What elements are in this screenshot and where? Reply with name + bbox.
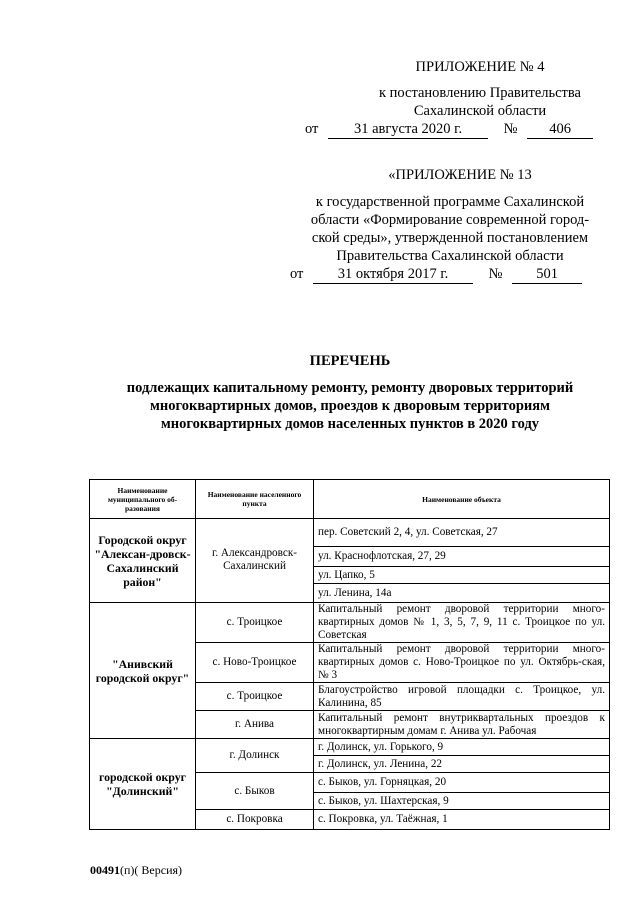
appendix2-number: 501 <box>512 265 582 284</box>
object-cell: с. Быков, ул. Шахтерская, 9 <box>314 793 610 810</box>
municipality-cell: "Анивский городской округ" <box>90 603 196 739</box>
appendix-date: 31 августа 2020 г. <box>328 120 488 139</box>
table-row <box>90 519 610 547</box>
appendix-number: 406 <box>527 120 593 139</box>
settlement-cell: г. Долинск <box>196 739 314 773</box>
object-cell: пер. Советский 2, 4, ул. Советская, 27 <box>314 519 610 547</box>
settlement-cell: с. Покровка <box>196 810 314 830</box>
object-cell: с. Покровка, ул. Таёжная, 1 <box>314 810 610 830</box>
object-cell: Благоустройство игровой площадки с. Троицкое, ул. Калинина, 85 <box>314 683 610 711</box>
appendix-line-2: Сахалинской области <box>413 103 547 119</box>
document-code: 00491 <box>90 863 120 877</box>
appendix2-line-2: области «Формирование современной город- <box>310 212 590 228</box>
object-cell: ул. Краснофлотская, 27, 29 <box>314 547 610 567</box>
appendix-line-1: к постановлению Правительства <box>379 85 581 101</box>
appendix-header-2 <box>290 166 610 284</box>
column-header-settlement: Наименование населенного пункта <box>196 480 314 519</box>
appendix-header <box>305 58 615 139</box>
appendix2-date-row <box>290 265 610 284</box>
column-header-municipality: Наименование муниципального об-разования <box>90 480 196 519</box>
object-cell: г. Долинск, ул. Горького, 9 <box>314 739 610 756</box>
number-label: № <box>503 121 518 137</box>
settlement-cell: г. Анива <box>196 711 314 739</box>
from-label: от <box>305 121 319 137</box>
municipality-cell: Городской округ "Алексан-дровск-Сахалинский район" <box>90 519 196 603</box>
column-header-object: Наименование объекта <box>314 480 610 519</box>
appendix-date-row <box>305 120 615 139</box>
object-cell: Капитальный ремонт дворовой территории много-квартирных домов № 1, 3, 5, 7, 9, 11 с. Троицкое по ул. Советская <box>314 603 610 643</box>
table-header-row <box>90 480 610 519</box>
document-title-block <box>80 352 620 433</box>
appendix-title-2: «ПРИЛОЖЕНИЕ № 13 <box>388 167 532 183</box>
table-row <box>90 603 610 643</box>
object-cell: г. Долинск, ул. Ленина, 22 <box>314 756 610 773</box>
objects-table <box>89 479 610 830</box>
appendix2-line-3: ской среды», утвержденной постановлением <box>311 230 589 246</box>
appendix2-line-4: Правительства Сахалинской области <box>336 248 564 264</box>
number-label-2: № <box>488 266 503 282</box>
municipality-cell: городской округ "Долинский" <box>90 739 196 830</box>
document-subtitle-3: многоквартирных домов населенных пунктов в 2020 году <box>160 416 540 432</box>
object-cell: ул. Цапко, 5 <box>314 567 610 584</box>
settlement-cell: с. Быков <box>196 773 314 810</box>
table-row <box>90 739 610 756</box>
document-version: (п)( Версия) <box>120 863 183 877</box>
document-title: ПЕРЕЧЕНЬ <box>309 353 391 369</box>
appendix2-date: 31 октября 2017 г. <box>313 265 473 284</box>
settlement-cell: г. Александровск-Сахалинский <box>196 519 314 603</box>
settlement-cell: с. Троицкое <box>196 603 314 643</box>
document-subtitle-2: многоквартирных домов, проездов к дворовым территориям <box>150 398 550 414</box>
object-cell: с. Быков, ул. Горняцкая, 20 <box>314 773 610 793</box>
object-cell: ул. Ленина, 14а <box>314 584 610 603</box>
settlement-cell: с. Троицкое <box>196 683 314 711</box>
appendix2-line-1: к государственной программе Сахалинской <box>315 194 585 210</box>
object-cell: Капитальный ремонт внутриквартальных проездов к многоквартирным домам г. Анива ул. Рабочая <box>314 711 610 739</box>
from-label-2: от <box>290 266 304 282</box>
appendix-title: ПРИЛОЖЕНИЕ № 4 <box>415 59 545 75</box>
document-subtitle-1: подлежащих капитальному ремонту, ремонту дворовых территорий <box>126 380 574 396</box>
object-cell: Капитальный ремонт дворовой территории много-квартирных домов с. Ново-Троицкое по ул. Октябрь-ская, № 3 <box>314 643 610 683</box>
settlement-cell: с. Ново-Троицкое <box>196 643 314 683</box>
document-footer <box>90 863 182 878</box>
